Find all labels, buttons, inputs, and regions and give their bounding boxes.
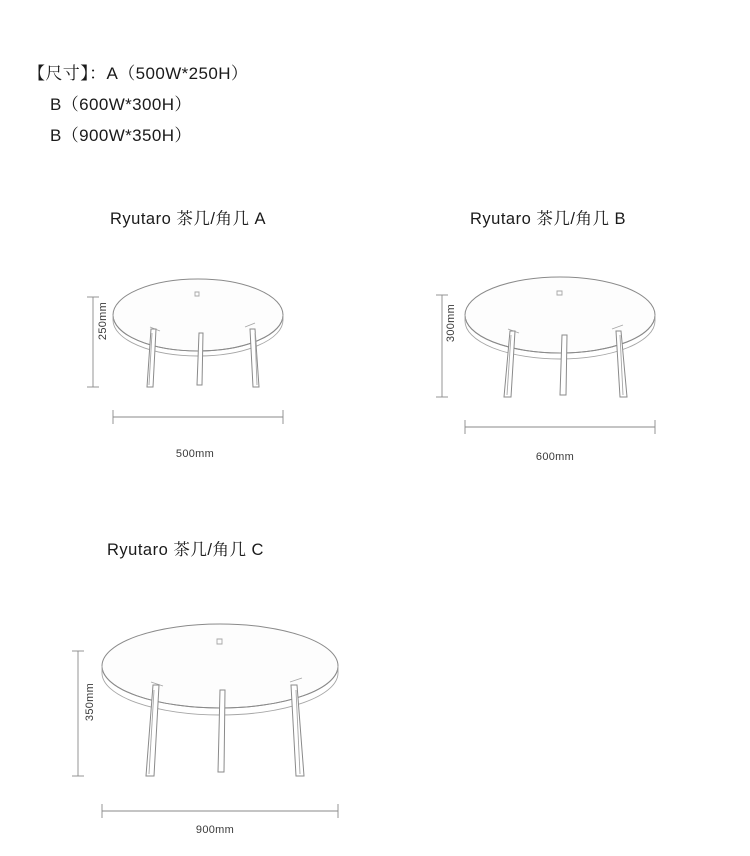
figure-b-drawing (440, 257, 680, 472)
figure-c-height-label: 350mm (84, 682, 96, 722)
figure-a-drawing (95, 257, 315, 467)
figure-a-height-label: 250mm (97, 301, 109, 341)
figure-c-title: Ryutaro 茶几/角几 C (107, 541, 264, 559)
figure-a-width-label: 500mm (175, 448, 215, 460)
figure-b-width-label: 600mm (535, 451, 575, 463)
spec-line-b: B（600W*300H） (50, 95, 192, 114)
dimensions-spec (28, 58, 248, 151)
spec-line-a: 【尺寸】：A（500W*250H） (28, 64, 249, 83)
figure-b-height-label: 300mm (445, 303, 457, 343)
figure-a-title: Ryutaro 茶几/角几 A (110, 210, 267, 228)
spec-line-c: B（900W*350H） (50, 126, 192, 145)
figure-c-drawing (85, 606, 365, 846)
figure-b-title: Ryutaro 茶几/角几 B (470, 210, 627, 228)
figure-c-width-label: 900mm (195, 824, 235, 836)
